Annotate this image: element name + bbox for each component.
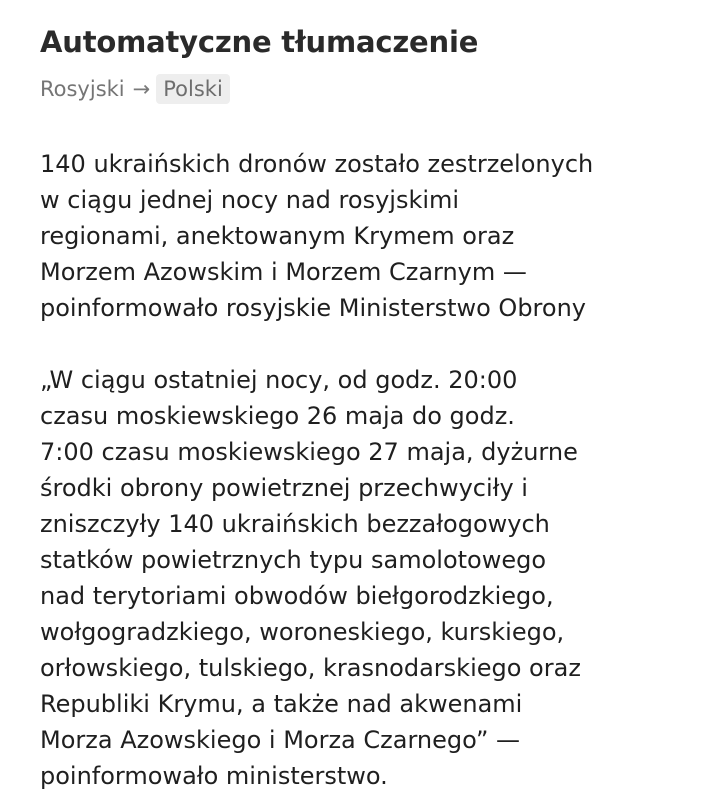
language-pair [40, 74, 680, 104]
arrow-right-icon: → [132, 77, 151, 101]
source-language[interactable]: Rosyjski [40, 77, 125, 101]
translated-paragraph-1: 140 ukraińskich dronów zostało zestrzelonych w ciągu jednej nocy nad rosyjskimi regionami, anektowanym Krymem oraz Morzem Azowskim i Morzem Czarnym — poinformowało rosyjskie Ministerstwo Obrony [40, 150, 594, 322]
target-language-chip[interactable]: Polski [156, 74, 230, 104]
translated-paragraph-2: „W ciągu ostatniej nocy, od godz. 20:00 czasu moskiewskiego 26 maja do godz. 7:00 czasu moskiewskiego 27 maja, dyżurne środki obrony powietrznej przechwyciły i zniszczyły 140 ukraińskich bezzałogowych statków powietrznych typu samolotowego nad terytoriami obwodów biełgorodzkiego, wołgogradzkiego, woroneskiego, kurskiego, orłowskiego, tulskiego, krasnodarskiego oraz Republiki Krymu, a także nad akwenami Morza Azowskiego i Morza Czarnego” — poinformowało ministerstwo. [40, 366, 581, 790]
panel-title: Automatyczne tłumaczenie [40, 25, 479, 59]
